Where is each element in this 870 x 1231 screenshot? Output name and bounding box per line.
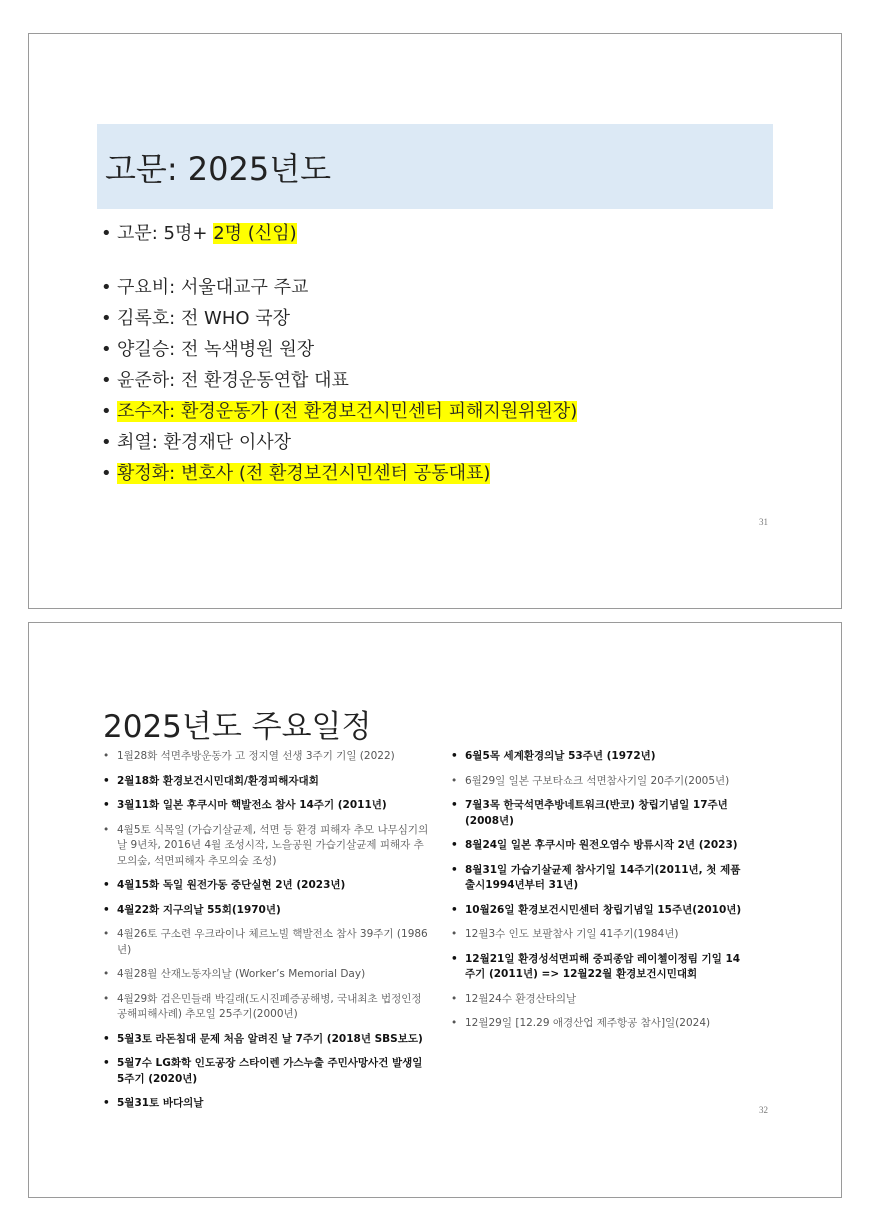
advisor-count-list	[101, 223, 297, 245]
bullet-icon: •	[101, 370, 112, 391]
schedule-left-column	[101, 749, 431, 1121]
advisor-text: 양길승: 전 녹색병원 원장	[117, 339, 315, 360]
schedule-text: 10월26일 환경보건시민센터 창립기념일 15주년(2010년)	[465, 903, 742, 916]
bullet-icon: •	[451, 839, 458, 851]
schedule-text: 5월7수 LG화학 인도공장 스타이렌 가스누출 주민사망사건 발생일 5주기 (2020년)	[117, 1057, 423, 1085]
advisor-text: 최열: 환경재단 이사장	[117, 432, 291, 453]
schedule-item	[101, 903, 431, 919]
bullet-icon: •	[103, 1032, 110, 1045]
advisor-list	[101, 277, 577, 494]
schedule-text: 1월28화 석면추방운동가 고 정지열 선생 3주기 기일 (2022)	[117, 750, 395, 762]
advisor-item	[101, 277, 577, 299]
slide-32	[28, 622, 842, 1198]
schedule-text: 4월15화 독일 원전가동 중단실현 2년 (2023년)	[117, 879, 346, 891]
list-item	[101, 223, 297, 245]
bullet-icon: •	[451, 863, 458, 876]
schedule-text: 12월21일 환경성석면피해 중피종암 레이첼이정림 기일 14주기 (2011년) => 12월22월 환경보건시민대회	[465, 952, 741, 980]
advisor-text: 구요비: 서울대교구 주교	[117, 277, 309, 298]
new-advisors: 2명 (신임)	[213, 223, 297, 244]
schedule-text: 4월5토 식목일 (가습기살균제, 석면 등 환경 피해자 추모 나무심기의 날 9년차, 2016년 4월 조성시작, 노을공원 가습기살균제 피해자 추모의숲, 석면피해자 추모의숲 조성)	[117, 823, 429, 867]
schedule-item	[101, 927, 431, 958]
bullet-icon: •	[103, 750, 110, 762]
schedule-item	[101, 749, 431, 765]
schedule-text: 12월3수 인도 보팔참사 기일 41주기(1984년)	[465, 928, 679, 940]
bullet-icon: •	[451, 903, 458, 916]
schedule-item	[101, 1056, 431, 1087]
bullet-icon: •	[103, 774, 110, 787]
advisor-text: 윤준하: 전 환경운동연합 대표	[117, 370, 349, 391]
schedule-text: 6월5목 세계환경의날 53주년 (1972년)	[465, 750, 656, 762]
schedule-item	[449, 1016, 749, 1032]
schedule-item	[449, 863, 749, 894]
advisor-text: 조수자: 환경운동가 (전 환경보건시민센터 피해지원위원장)	[117, 401, 578, 422]
bullet-icon: •	[103, 903, 110, 916]
advisor-count: 고문: 5명+	[117, 223, 214, 244]
bullet-icon: •	[103, 1057, 110, 1069]
schedule-text: 12월29일 [12.29 애경산업 제주항공 참사]일(2024)	[465, 1017, 711, 1029]
schedule-item	[449, 992, 749, 1008]
bullet-icon: •	[103, 1097, 110, 1109]
bullet-icon: •	[451, 992, 458, 1005]
schedule-text: 2월18화 환경보건시민대회/환경피해자대회	[117, 774, 319, 787]
schedule-item	[101, 1096, 431, 1112]
bullet-icon: •	[103, 879, 110, 891]
bullet-icon: •	[103, 799, 110, 811]
bullet-icon: •	[101, 223, 112, 244]
advisor-item	[101, 339, 577, 361]
schedule-item	[449, 903, 749, 919]
schedule-text: 7월3목 한국석면추방네트워크(반코) 창립기념일 17주년(2008년)	[465, 799, 728, 827]
bullet-icon: •	[451, 799, 458, 811]
bullet-icon: •	[451, 952, 458, 965]
advisor-text: 황정화: 변호사 (전 환경보건시민센터 공동대표)	[117, 463, 491, 484]
bullet-icon: •	[103, 968, 110, 980]
bullet-icon: •	[101, 339, 112, 360]
bullet-icon: •	[101, 432, 112, 453]
bullet-icon: •	[103, 823, 110, 836]
advisor-text: 김록호: 전 WHO 국장	[117, 308, 291, 329]
schedule-item	[449, 838, 749, 854]
bullet-icon: •	[103, 928, 110, 940]
schedule-item	[101, 878, 431, 894]
schedule-item	[101, 992, 431, 1023]
schedule-text: 4월22화 지구의날 55회(1970년)	[117, 903, 281, 916]
bullet-icon: •	[101, 308, 112, 329]
schedule-item	[101, 967, 431, 983]
schedule-item	[449, 774, 749, 790]
schedule-text: 8월24일 일본 후쿠시마 원전오염수 방류시작 2년 (2023)	[465, 839, 738, 851]
schedule-text: 12월24수 환경산타의날	[465, 992, 577, 1005]
bullet-icon: •	[101, 463, 112, 484]
bullet-icon: •	[451, 750, 458, 762]
advisor-item	[101, 308, 577, 330]
schedule-text: 6월29일 일본 구보타쇼크 석면참사기일 20주기(2005년)	[465, 774, 730, 787]
bullet-icon: •	[451, 774, 458, 787]
schedule-item	[449, 749, 749, 765]
schedule-text: 4월29화 검은민들래 박길래(도시진폐증공해병, 국내최초 법정인정 공해피해사례) 추모일 25주기(2000년)	[117, 992, 422, 1020]
bullet-icon: •	[101, 401, 112, 422]
schedule-item	[101, 774, 431, 790]
schedule-text: 3월11화 일본 후쿠시마 핵발전소 참사 14주기 (2011년)	[117, 799, 387, 811]
bullet-icon: •	[451, 928, 458, 940]
slide-title: 고문: 2025년도	[105, 150, 332, 188]
bullet-icon: •	[451, 1017, 458, 1029]
schedule-item	[101, 798, 431, 814]
page-number: 31	[759, 517, 768, 527]
schedule-item	[449, 952, 749, 983]
advisor-item	[101, 401, 577, 423]
advisor-item	[101, 463, 577, 485]
advisor-item	[101, 370, 577, 392]
schedule-right-column	[449, 749, 749, 1041]
schedule-text: 4월26토 구소련 우크라이나 체르노빌 핵발전소 참사 39주기 (1986년)	[117, 928, 428, 956]
schedule-item	[101, 1032, 431, 1048]
schedule-text: 5월3토 라돈침대 문제 처음 알려진 날 7주기 (2018년 SBS보도)	[117, 1032, 423, 1045]
schedule-text: 8월31일 가습기살균제 참사기일 14주기(2011년, 첫 제품출시1994년부터 31년)	[465, 863, 741, 891]
page-number: 32	[759, 1105, 768, 1115]
schedule-text: 5월31토 바다의날	[117, 1097, 204, 1109]
bullet-icon: •	[101, 277, 112, 298]
schedule-item	[101, 823, 431, 870]
advisor-item	[101, 432, 577, 454]
schedule-item	[449, 927, 749, 943]
schedule-item	[449, 798, 749, 829]
slide-title: 2025년도 주요일정	[103, 709, 372, 745]
bullet-icon: •	[103, 992, 110, 1005]
slide-31	[28, 33, 842, 609]
schedule-text: 4월28월 산재노동자의날 (Worker’s Memorial Day)	[117, 968, 366, 980]
